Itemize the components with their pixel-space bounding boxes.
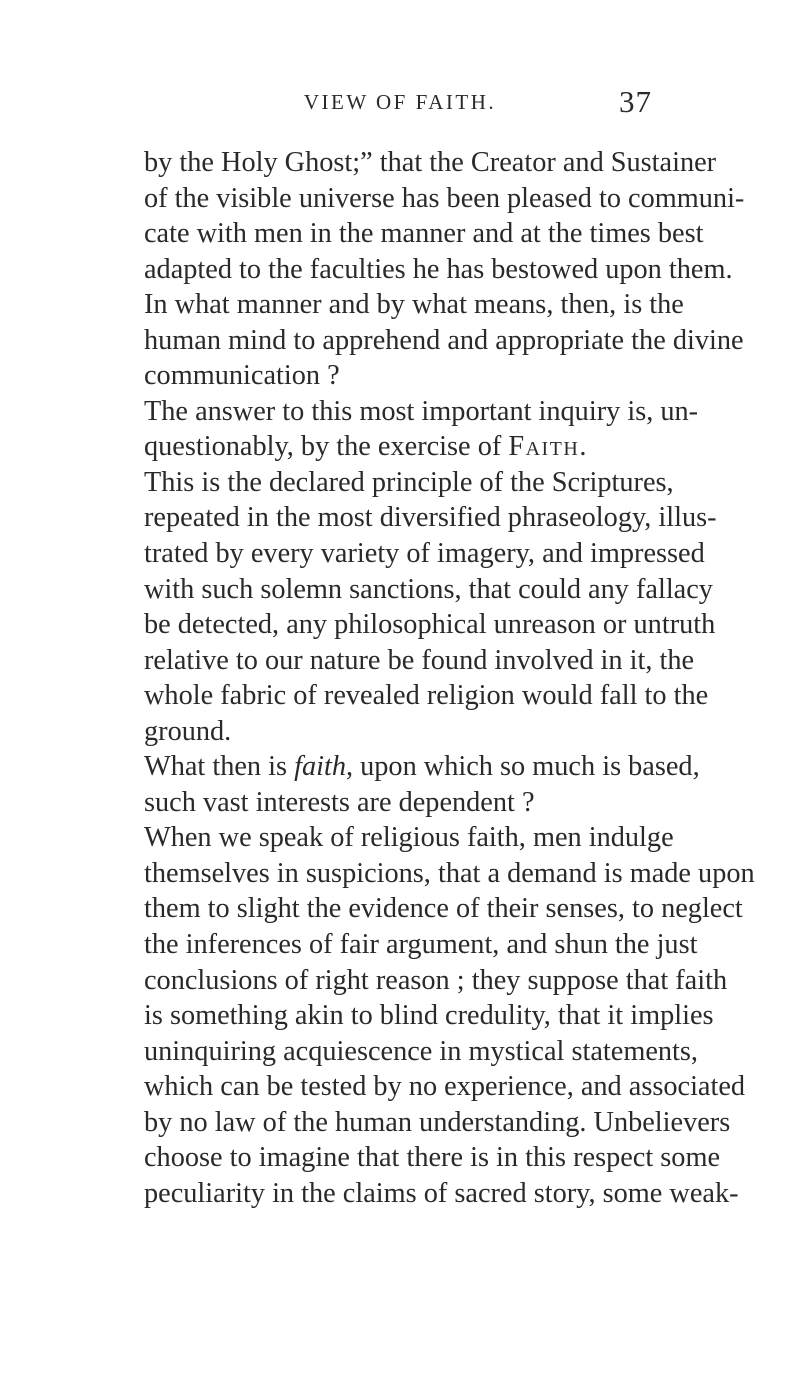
text-line: of the visible universe has been pleased to communi-	[144, 182, 745, 214]
text-line: trated by every variety of imagery, and impressed	[144, 538, 705, 570]
text-line: peculiarity in the claims of sacred story, some weak-	[144, 1177, 739, 1209]
text-line: communication ?	[144, 360, 340, 392]
text-line: is something akin to blind credulity, that it implies	[144, 1000, 714, 1032]
text-line: by no law of the human understanding. Unbelievers	[144, 1106, 731, 1138]
text-line: adapted to the faculties he has bestowed upon them.	[144, 253, 733, 285]
text-line: such vast interests are dependent ?	[144, 786, 535, 818]
text-line: with such solemn sanctions, that could any fallacy	[144, 573, 713, 605]
text-line: cate with men in the manner and at the times best	[144, 218, 704, 250]
text-line: questionably, by the exercise of Faith.	[144, 431, 587, 463]
text-line: When we speak of religious faith, men indulge	[144, 822, 674, 854]
text-line: whole fabric of revealed religion would fall to the	[144, 680, 709, 712]
text-line: themselves in suspicions, that a demand is made upon	[144, 857, 755, 889]
text-line: The answer to this most important inquiry is, un-	[144, 395, 699, 427]
text-line: This is the declared principle of the Scriptures,	[144, 466, 674, 498]
text-line: conclusions of right reason ; they suppose that faith	[144, 964, 728, 996]
text-line: repeated in the most diversified phraseology, illus-	[144, 502, 717, 534]
body-text	[144, 145, 755, 1211]
text-line: relative to our nature be found involved in it, the	[144, 644, 695, 676]
running-title: VIEW OF FAITH.	[303, 90, 497, 114]
text-line: ground.	[144, 715, 232, 747]
text-line: human mind to apprehend and appropriate the divine	[144, 324, 744, 356]
text-line: choose to imagine that there is in this respect some	[144, 1142, 721, 1174]
text-line: which can be tested by no experience, and associated	[144, 1071, 746, 1103]
text-line: What then is faith, upon which so much is based,	[144, 751, 700, 783]
running-head	[0, 84, 800, 124]
page-number: 37	[619, 84, 652, 119]
text-line: be detected, any philosophical unreason or untruth	[144, 609, 716, 641]
text-line: by the Holy Ghost;” that the Creator and Sustainer	[144, 147, 717, 178]
text-line: the inferences of fair argument, and shun the just	[144, 929, 698, 961]
small-caps-term: Faith	[508, 431, 580, 463]
text-line: uninquiring acquiescence in mystical statements,	[144, 1035, 698, 1067]
text-line: In what manner and by what means, then, is the	[144, 289, 684, 321]
text-line: them to slight the evidence of their senses, to neglect	[144, 893, 743, 925]
italic-term: faith	[294, 751, 346, 783]
